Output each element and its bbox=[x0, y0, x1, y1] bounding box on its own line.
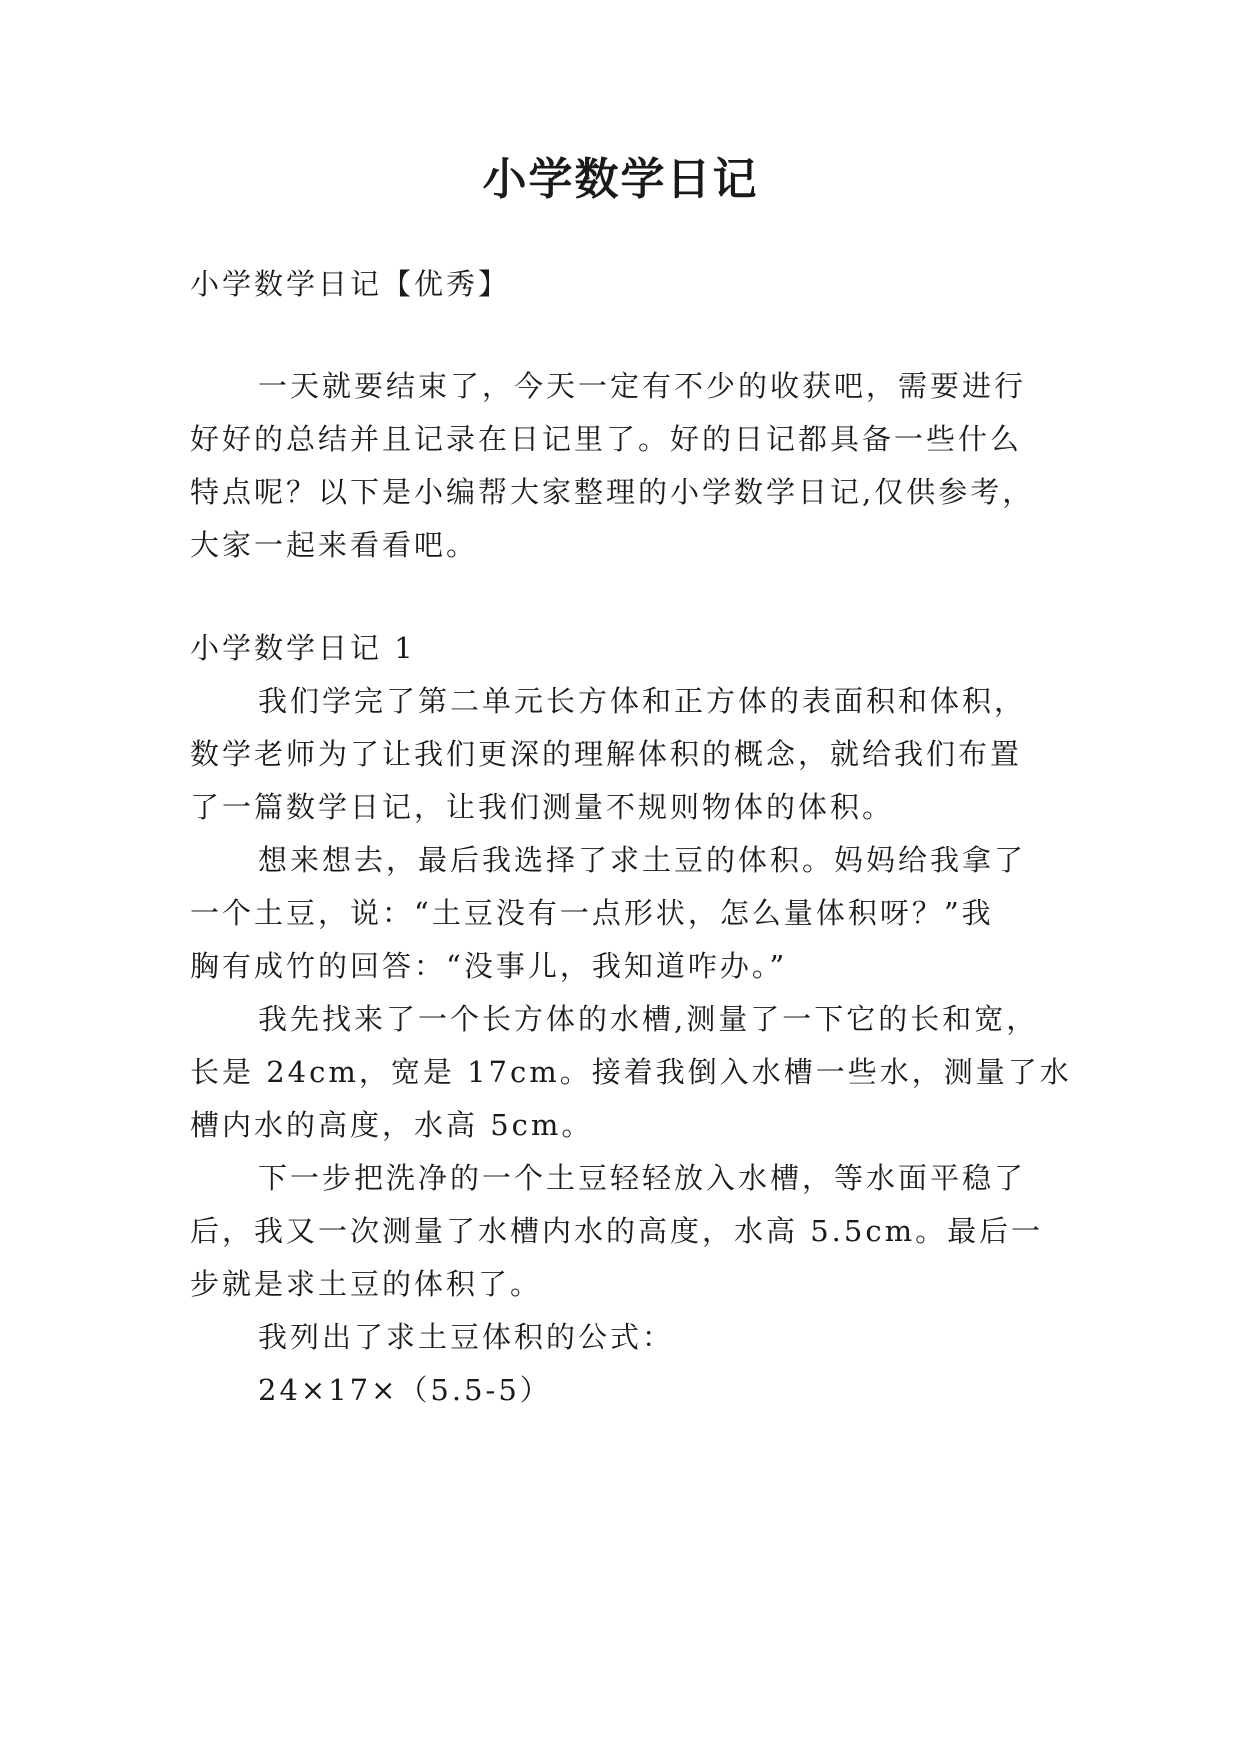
intro-line: 特点呢？以下是小编帮大家整理的小学数学日记,仅供参考， bbox=[190, 475, 1035, 509]
body-line: 胸有成竹的回答：“没事儿，我知道咋办。” bbox=[190, 949, 788, 983]
body-line: 槽内水的高度，水高 5cm。 bbox=[190, 1108, 594, 1142]
body-line: 一个土豆，说：“土豆没有一点形状，怎么量体积呀？”我 bbox=[190, 896, 994, 930]
document-subtitle: 小学数学日记【优秀】 bbox=[190, 267, 511, 301]
body-line: 后，我又一次测量了水槽内水的高度，水高 5.5cm。最后一 bbox=[190, 1214, 1044, 1248]
intro-line: 大家一起来看看吧。 bbox=[190, 528, 479, 562]
document-title: 小学数学日记 bbox=[482, 154, 759, 205]
body-line: 下一步把洗净的一个土豆轻轻放入水槽，等水面平稳了 bbox=[258, 1161, 1027, 1195]
body-line: 想来想去，最后我选择了求土豆的体积。妈妈给我拿了 bbox=[258, 843, 1027, 877]
body-line: 数学老师为了让我们更深的理解体积的概念，就给我们布置 bbox=[190, 737, 1023, 771]
body-line: 我先找来了一个长方体的水槽,测量了一下它的长和宽， bbox=[258, 1002, 1039, 1036]
formula-line: 24×17×（5.5-5） bbox=[258, 1373, 552, 1407]
body-line: 我列出了求土豆体积的公式： bbox=[258, 1320, 675, 1354]
body-line: 步就是求土豆的体积了。 bbox=[190, 1267, 543, 1301]
body-line: 长是 24cm，宽是 17cm。接着我倒入水槽一些水，测量了水 bbox=[190, 1055, 1072, 1089]
intro-line: 一天就要结束了，今天一定有不少的收获吧，需要进行 bbox=[258, 369, 1027, 403]
section-heading: 小学数学日记 1 bbox=[190, 631, 416, 665]
intro-line: 好好的总结并且记录在日记里了。好的日记都具备一些什么 bbox=[190, 422, 1023, 456]
body-line: 了一篇数学日记，让我们测量不规则物体的体积。 bbox=[190, 790, 895, 824]
body-line: 我们学完了第二单元长方体和正方体的表面积和体积， bbox=[258, 684, 1027, 718]
